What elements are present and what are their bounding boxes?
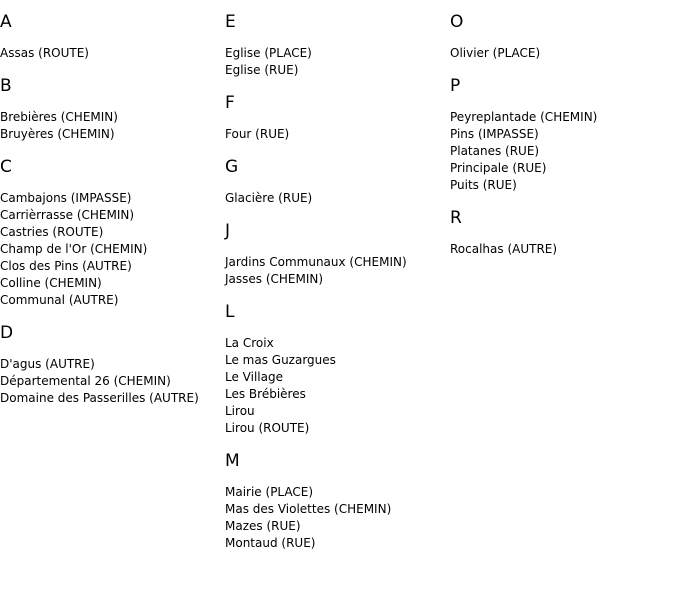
street-link[interactable]: Puits (RUE) [450, 178, 517, 192]
street-link[interactable]: Peyreplantade (CHEMIN) [450, 110, 598, 124]
street-link[interactable]: Le mas Guzargues [225, 353, 336, 367]
street-link[interactable]: Mairie (PLACE) [225, 485, 314, 499]
street-link[interactable]: Les Brébières [225, 387, 306, 401]
street-link[interactable]: Clos des Pins (AUTRE) [0, 259, 132, 273]
letter-group-a [0, 12, 225, 62]
letter-heading: J [225, 221, 231, 241]
letter-heading: M [225, 451, 240, 471]
street-link[interactable]: Rocalhas (AUTRE) [450, 242, 558, 256]
letter-group-e [225, 12, 450, 79]
street-link[interactable]: Brebières (CHEMIN) [0, 110, 118, 124]
letter-group-b [0, 76, 225, 143]
street-link[interactable]: Eglise (PLACE) [225, 46, 312, 60]
street-link[interactable]: Cambajons (IMPASSE) [0, 191, 132, 205]
street-link[interactable]: Champ de l'Or (CHEMIN) [0, 242, 148, 256]
street-link[interactable]: Assas (ROUTE) [0, 46, 89, 60]
street-link[interactable]: Communal (AUTRE) [0, 293, 119, 307]
street-link[interactable]: Pins (IMPASSE) [450, 127, 539, 141]
letter-group-d [0, 323, 225, 407]
letter-group-j [225, 221, 450, 288]
street-link[interactable]: Olivier (PLACE) [450, 46, 541, 60]
letter-heading: E [225, 12, 236, 32]
street-link[interactable]: Platanes (RUE) [450, 144, 540, 158]
letter-heading: B [0, 76, 12, 96]
street-link[interactable]: Domaine des Passerilles (AUTRE) [0, 391, 199, 405]
letter-group-l [225, 302, 450, 437]
street-link[interactable]: Jardins Communaux (CHEMIN) [225, 255, 407, 269]
letter-heading: G [225, 157, 239, 177]
street-index-column [225, 12, 450, 566]
street-link[interactable]: Glacière (RUE) [225, 191, 313, 205]
street-link[interactable]: Castries (ROUTE) [0, 225, 104, 239]
letter-group-g [225, 157, 450, 207]
letter-heading: F [225, 93, 235, 113]
street-link[interactable]: Lirou (ROUTE) [225, 421, 310, 435]
street-link[interactable]: La Croix [225, 336, 274, 350]
street-link[interactable]: Principale (RUE) [450, 161, 547, 175]
letter-group-f [225, 93, 450, 143]
street-link[interactable]: Eglise (RUE) [225, 63, 299, 77]
street-link[interactable]: Bruyères (CHEMIN) [0, 127, 115, 141]
street-index-column [0, 12, 225, 421]
letter-heading: R [450, 208, 462, 228]
street-link[interactable]: D'agus (AUTRE) [0, 357, 95, 371]
letter-heading: P [450, 76, 461, 96]
letter-heading: O [450, 12, 464, 32]
street-link[interactable]: Lirou [225, 404, 255, 418]
street-link[interactable]: Mas des Violettes (CHEMIN) [225, 502, 392, 516]
letter-group-o [450, 12, 675, 62]
street-link[interactable]: Le Village [225, 370, 283, 384]
letter-heading: D [0, 323, 14, 343]
street-link[interactable]: Départemental 26 (CHEMIN) [0, 374, 171, 388]
street-link[interactable]: Mazes (RUE) [225, 519, 301, 533]
letter-heading: C [0, 157, 12, 177]
letter-group-r [450, 208, 675, 258]
street-link[interactable]: Carrièrrasse (CHEMIN) [0, 208, 135, 222]
letter-group-c [0, 157, 225, 309]
street-link[interactable]: Four (RUE) [225, 127, 290, 141]
street-link[interactable]: Colline (CHEMIN) [0, 276, 102, 290]
street-link[interactable]: Montaud (RUE) [225, 536, 316, 550]
street-index-column [450, 12, 675, 272]
letter-heading: A [0, 12, 12, 32]
letter-group-p [450, 76, 675, 194]
letter-heading: L [225, 302, 235, 322]
letter-group-m [225, 451, 450, 552]
street-link[interactable]: Jasses (CHEMIN) [225, 272, 324, 286]
